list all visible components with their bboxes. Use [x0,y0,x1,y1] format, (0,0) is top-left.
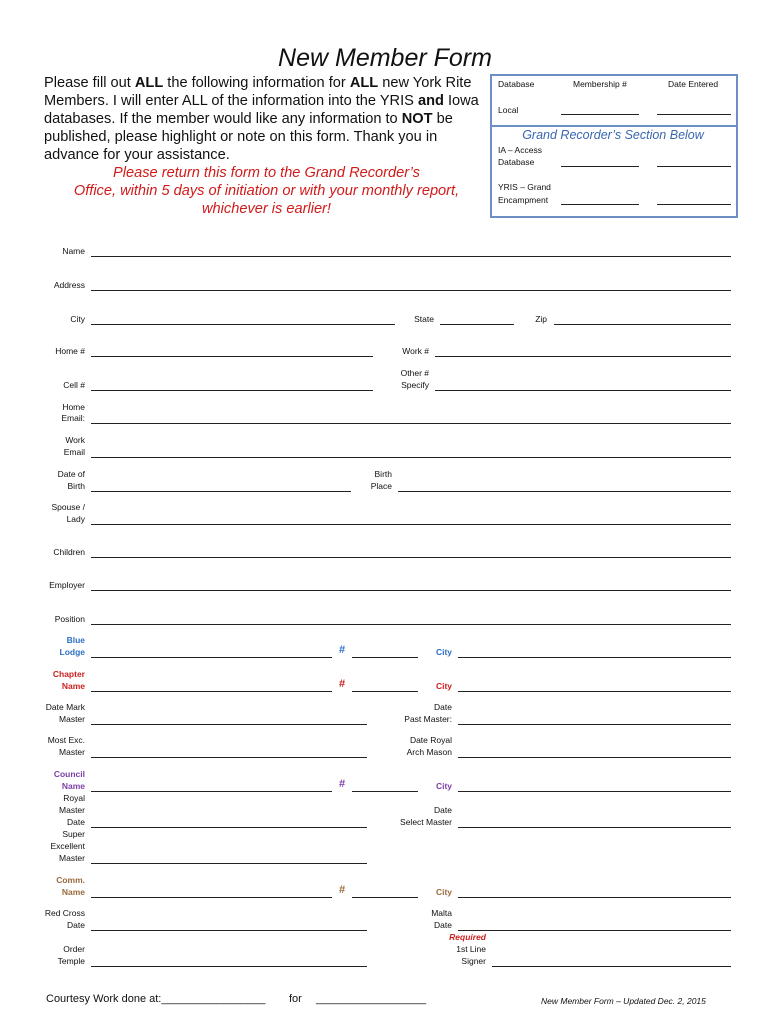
birthplace-field[interactable] [398,491,731,492]
intro-all-1: ALL [134,75,164,91]
most-exc-master-label-1: Most Exc. [47,735,85,745]
date-past-master-field[interactable] [458,724,731,725]
council-city-label: City [435,781,452,791]
royal-arch-field[interactable] [458,757,731,758]
blue-lodge-label-1: Blue [66,635,85,645]
col-database: Database [498,79,535,89]
local-date-field[interactable] [657,114,731,115]
ia-label-1: IA – Access [498,145,542,155]
yris-date-field[interactable] [657,204,731,205]
return-instructions [44,164,489,218]
birthplace-label-2: Place [370,481,392,491]
home-phone-field[interactable] [91,356,373,357]
select-master-date-field[interactable] [458,827,731,828]
red-cross-date-field[interactable] [91,930,367,931]
city-field[interactable] [91,324,395,325]
malta-label-2: Date [434,920,452,930]
commandery-city-field[interactable] [458,897,731,898]
chapter-label-2: Name [61,681,85,691]
address-field[interactable] [91,290,731,291]
council-hash: # [339,778,346,790]
intro-paragraph [44,74,489,164]
council-label-1: Council [53,769,85,779]
children-field[interactable] [91,557,731,558]
cell-phone-label: Cell # [63,380,85,390]
commandery-number-field[interactable] [352,897,418,898]
chapter-city-label: City [435,681,452,691]
position-label: Position [54,614,85,624]
col-date-entered: Date Entered [668,79,719,89]
malta-date-field[interactable] [458,930,731,931]
home-email-label-2: Email: [61,413,85,423]
council-field[interactable] [91,791,332,792]
dob-field[interactable] [91,491,351,492]
malta-label-1: Malta [431,908,452,918]
most-exc-master-label-2: Master [59,747,85,757]
children-label: Children [53,547,85,557]
state-label: State [414,314,434,324]
employer-field[interactable] [91,590,731,591]
intro-text-5: be published, please highlight or note on this form. Thank you in advance for your assistance. [44,111,453,163]
courtesy-for-field[interactable]: __________________ [316,993,427,1005]
cell-phone-field[interactable] [91,390,373,391]
order-temple-field[interactable] [91,966,367,967]
intro-text-3: new York Rite Members. I will enter ALL of the information into the YRIS [44,75,472,109]
blue-lodge-label-2: Lodge [59,647,85,657]
super-excellent-label-2: Excellent [50,841,85,851]
yris-label-2: Encampment [498,195,549,205]
super-excellent-field[interactable] [91,863,367,864]
dob-label-1: Date of [57,469,85,479]
select-master-label-2: Select Master [400,817,452,827]
name-field[interactable] [91,256,731,257]
blue-lodge-hash: # [339,644,346,656]
chapter-city-field[interactable] [458,691,731,692]
date-past-master-label-1: Date [434,702,452,712]
intro-text-2: the following information for [163,75,350,91]
commandery-field[interactable] [91,897,332,898]
courtesy-work-label: Courtesy Work done at:_________________ [46,993,266,1005]
date-mark-master-label-1: Date Mark [45,702,85,712]
recorder-section-title: Grand Recorder’s Section Below [522,128,704,142]
royal-master-label-1: Royal [63,793,85,803]
local-label: Local [498,105,519,115]
commandery-label-2: Name [61,887,85,897]
yris-membership-field[interactable] [561,204,639,205]
signer-label-1: 1st Line [456,944,486,954]
royal-master-label-2: Master [59,805,85,815]
work-phone-label: Work # [402,346,429,356]
yris-label-1: YRIS – Grand [498,182,551,192]
zip-label: Zip [535,314,547,324]
most-exc-master-field[interactable] [91,757,367,758]
dob-label-2: Birth [67,481,85,491]
blue-lodge-city-field[interactable] [458,657,731,658]
commandery-city-label: City [435,887,452,897]
royal-arch-label-1: Date Royal [409,735,452,745]
signer-label-2: Signer [461,956,486,966]
commandery-label-1: Comm. [56,875,85,885]
date-mark-master-field[interactable] [91,724,367,725]
date-mark-master-label-2: Master [59,714,85,724]
home-email-field[interactable] [91,423,731,424]
royal-master-date-field[interactable] [91,827,367,828]
chapter-number-field[interactable] [352,691,418,692]
order-temple-label-1: Order [63,944,85,954]
blue-lodge-field[interactable] [91,657,332,658]
other-phone-label-2: Specify [401,380,429,390]
council-label-2: Name [61,781,85,791]
chapter-hash: # [339,678,346,690]
intro-text-4: Iowa databases. If the member would like any information to [44,93,479,127]
work-email-label-1: Work [65,435,85,445]
name-label: Name [62,246,85,256]
chapter-field[interactable] [91,691,332,692]
commandery-hash: # [339,884,346,896]
return-line-1: Please return this form to the Grand Recorder’s [113,165,420,181]
updated-note: New Member Form – Updated Dec. 2, 2015 [541,996,706,1006]
return-line-2: Office, within 5 days of initiation or with your monthly report, [73,183,460,199]
signer-field[interactable] [492,966,731,967]
intro-not: NOT [401,111,433,127]
red-cross-label-1: Red Cross [44,908,85,918]
other-phone-label-1: Other # [400,368,429,378]
work-email-field[interactable] [91,457,731,458]
local-membership-field[interactable] [561,114,639,115]
spouse-label-1: Spouse / [51,502,85,512]
courtesy-for-label: for [289,993,302,1005]
select-master-label-1: Date [434,805,452,815]
super-excellent-label-3: Master [59,853,85,863]
royal-arch-label-2: Arch Mason [406,747,452,757]
chapter-label-1: Chapter [52,669,85,679]
blue-lodge-city-label: City [435,647,452,657]
home-phone-label: Home # [55,346,85,356]
address-label: Address [53,280,85,290]
return-line-3: whichever is earlier! [202,201,331,217]
intro-and: and [417,93,444,109]
blue-lodge-number-field[interactable] [352,657,418,658]
zip-field[interactable] [554,324,731,325]
work-email-label-2: Email [63,447,85,457]
work-phone-field[interactable] [435,356,731,357]
employer-label: Employer [49,580,85,590]
spouse-field[interactable] [91,524,731,525]
ia-label-2: Database [498,157,535,167]
royal-master-label-3: Date [67,817,85,827]
position-field[interactable] [91,624,731,625]
council-number-field[interactable] [352,791,418,792]
super-excellent-label-1: Super [62,829,85,839]
city-label: City [70,314,85,324]
intro-text-1: Please fill out [44,75,135,91]
other-phone-field[interactable] [435,390,731,391]
ia-membership-field[interactable] [561,166,639,167]
intro-all-2: ALL [349,75,379,91]
council-city-field[interactable] [458,791,731,792]
form-title: New Member Form [278,44,492,72]
order-temple-label-2: Temple [57,956,85,966]
spouse-label-2: Lady [66,514,85,524]
home-email-label-1: Home [62,402,85,412]
ia-date-field[interactable] [657,166,731,167]
birthplace-label-1: Birth [374,469,392,479]
red-cross-label-2: Date [67,920,85,930]
recorder-box-divider [490,125,736,127]
col-membership: Membership # [573,79,627,89]
date-past-master-label-2: Past Master: [404,714,452,724]
required-label: Required [449,932,486,942]
